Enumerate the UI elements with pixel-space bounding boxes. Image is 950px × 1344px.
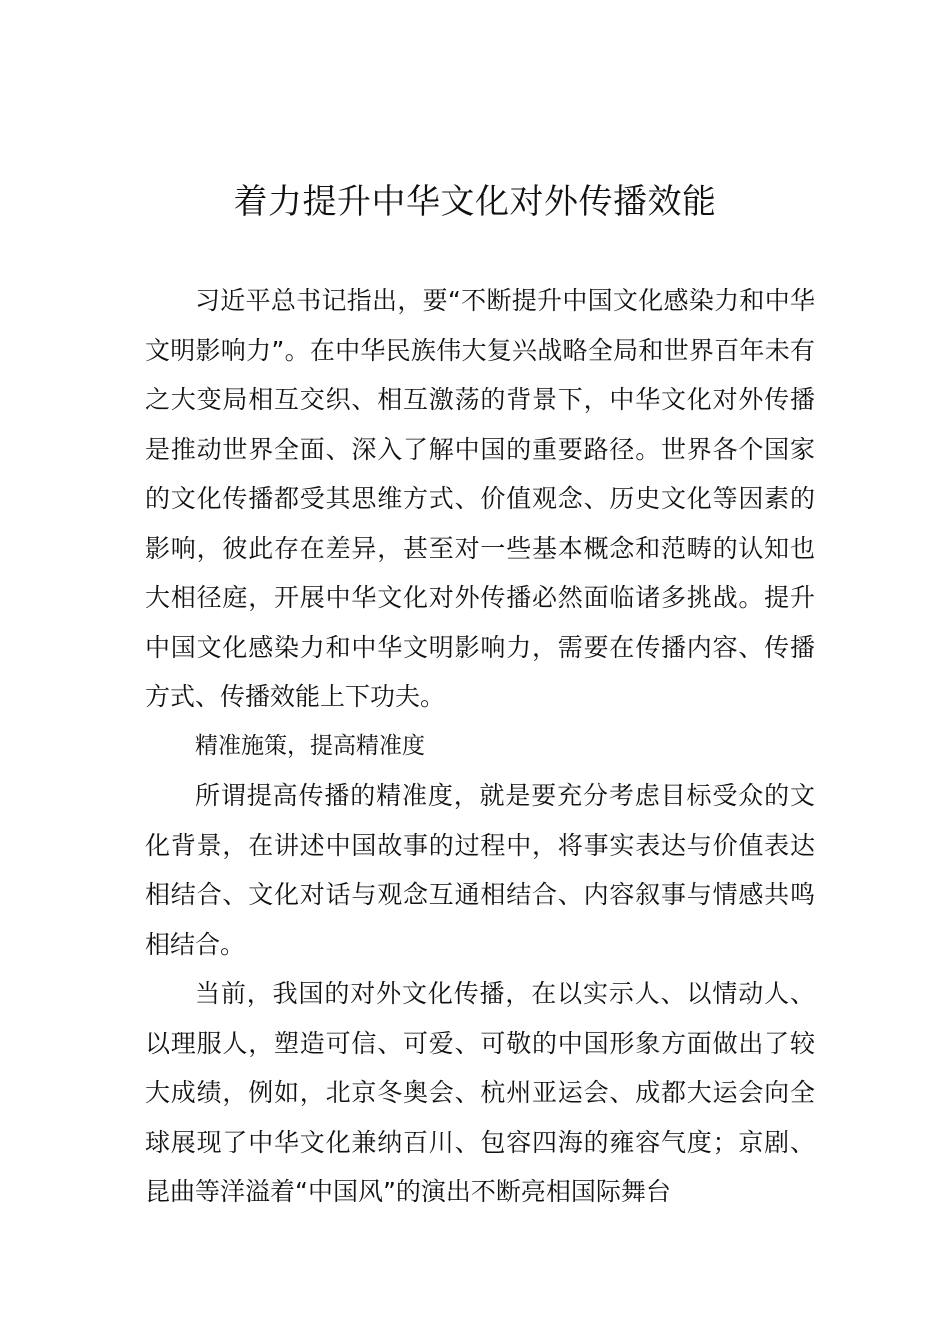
- document-title: 着力提升中华文化对外传播效能: [233, 182, 717, 222]
- paragraph-intro: 习近平总书记指出，要“不断提升中国文化感染力和中华文明影响力”。在中华民族伟大复兴战略全局和世界百年未有之大变局相互交织、相互激荡的背景下，中华文化对外传播是推动世界全面、深入了解中国的重要路径。世界各个国家的文化传播都受其思维方式、价值观念、历史文化等因素的影响，彼此存在差异，甚至对一些基本概念和范畴的认知也大相径庭，开展中华文化对外传播必然面临诸多挑战。提升中国文化感染力和中华文明影响力，需要在传播内容、传播方式、传播效能上下功夫。: [145, 286, 815, 711]
- paragraph-precision: 所谓提高传播的精准度，就是要充分考虑目标受众的文化背景，在讲述中国故事的过程中，将事实表达与价值表达相结合、文化对话与观念互通相结合、内容叙事与情感共鸣相结合。: [145, 781, 815, 959]
- paragraph-current: 当前，我国的对外文化传播，在以实示人、以情动人、以理服人，塑造可信、可爱、可敬的中国形象方面做出了较大成绩，例如，北京冬奥会、杭州亚运会、成都大运会向全球展现了中华文化兼纳百川、包容四海的雍容气度；京剧、昆曲等洋溢着“中国风”的演出不断亮相国际舞台: [145, 979, 815, 1206]
- section-subheading: 精准施策，提高精准度: [195, 732, 425, 759]
- document-body: [145, 276, 815, 1217]
